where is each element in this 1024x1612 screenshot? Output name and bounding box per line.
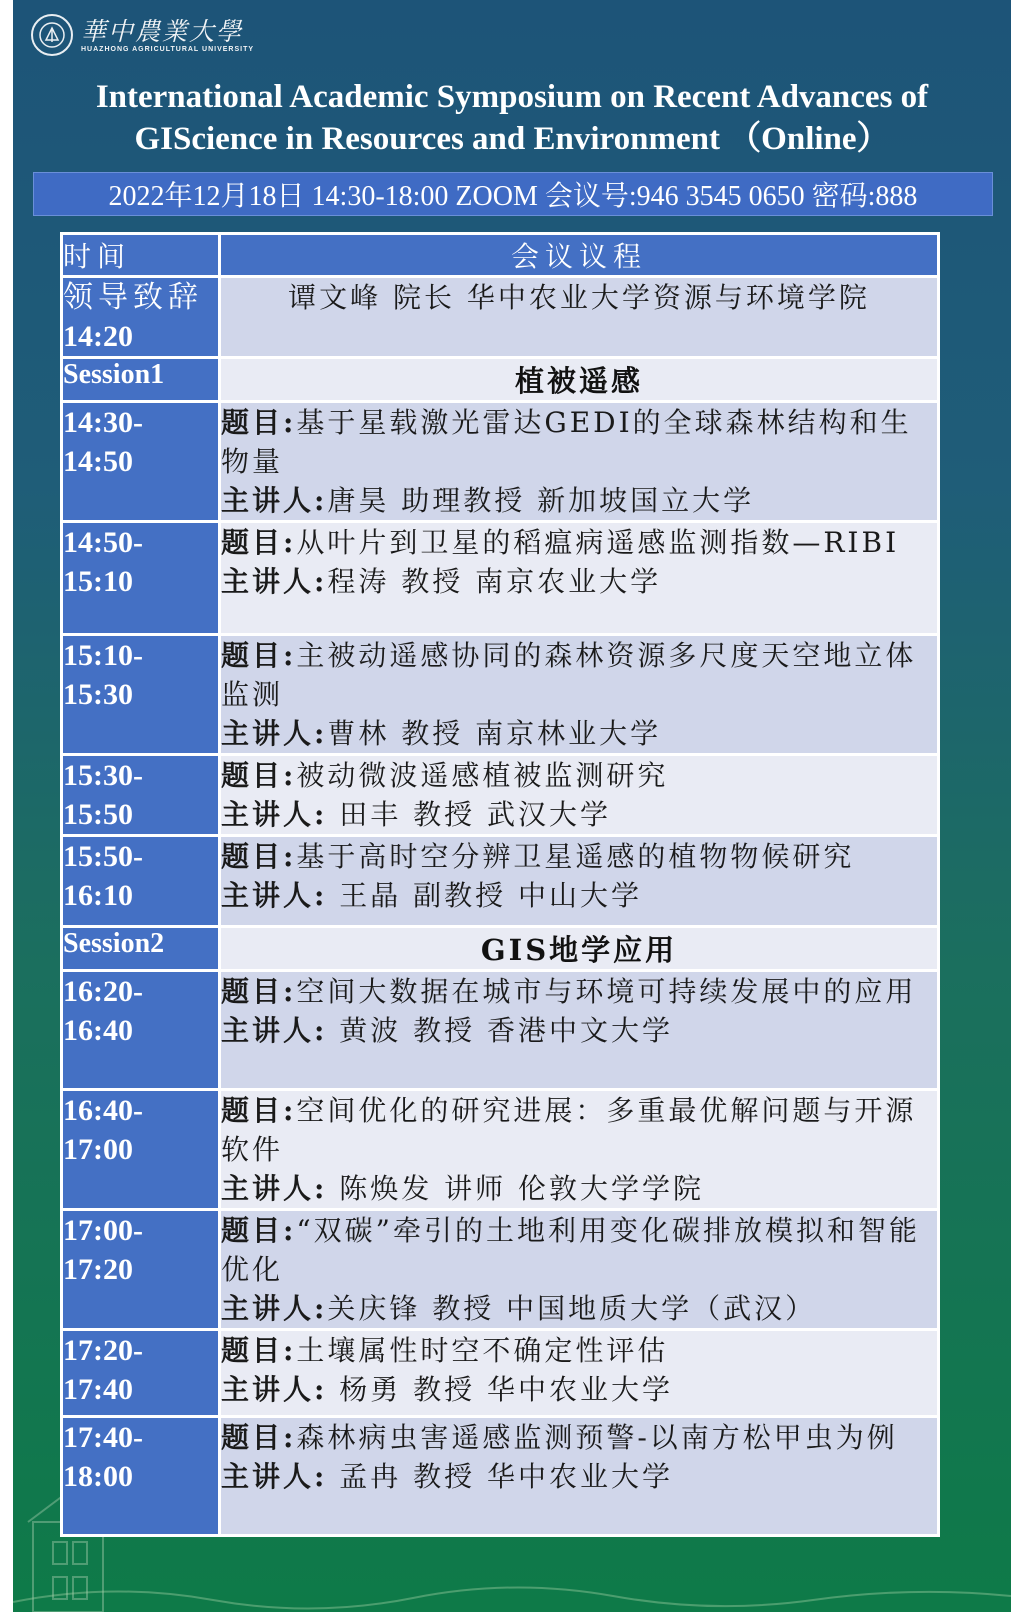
talk-speaker: 主讲人:程涛 教授 南京农业大学 [221, 565, 662, 598]
talk-speaker: 主讲人:唐昊 助理教授 新加坡国立大学 [221, 484, 755, 517]
talk-row [62, 1210, 939, 1330]
session-label: Session2 [62, 927, 220, 971]
meeting-info-bar: 2022年12月18日 14:30-18:00 ZOOM 会议号:946 3545 0650 密码:888 [33, 172, 993, 216]
column-header-agenda: 会议议程 [220, 234, 939, 277]
talk-row [62, 1090, 939, 1210]
talk-start-time: 16:40- [63, 1094, 143, 1127]
talk-topic: 题目:基于星载激光雷达GEDI的全球森林结构和生物量 [221, 406, 912, 478]
seal-icon [31, 14, 73, 56]
talk-row [62, 1330, 939, 1417]
talk-row [62, 836, 939, 927]
talk-speaker: 主讲人: 陈焕发 讲师 伦敦大学学院 [221, 1172, 705, 1205]
talk-topic: 题目:从叶片到卫星的稻瘟病遥感监测指数—RIBI [221, 526, 900, 559]
talk-topic: 题目:土壤属性时空不确定性评估 [221, 1334, 669, 1367]
talk-start-time: 14:30- [63, 406, 143, 439]
leader-speech-text: 谭文峰 院长 华中农业大学资源与环境学院 [220, 277, 939, 358]
talk-end-time: 15:50 [63, 798, 133, 831]
talk-speaker: 主讲人: 王晶 副教授 中山大学 [221, 879, 643, 912]
talk-end-time: 14:50 [63, 445, 133, 478]
talk-row [62, 522, 939, 635]
session-row [62, 927, 939, 971]
poster-title [13, 76, 1011, 160]
title-line-2: GIScience in Resources and Environment （Online） [134, 121, 890, 157]
talk-row [62, 402, 939, 522]
talk-row [62, 971, 939, 1090]
session-label: Session1 [62, 358, 220, 402]
session-title: 植被遥感 [220, 358, 939, 402]
talk-topic: 题目:森林病虫害遥感监测预警-以南方松甲虫为例 [221, 1421, 898, 1454]
logo-english-name: HUAZHONG AGRICULTURAL UNIVERSITY [81, 45, 255, 53]
talk-end-time: 17:40 [63, 1373, 133, 1406]
talk-end-time: 16:10 [63, 879, 133, 912]
talk-end-time: 15:30 [63, 678, 133, 711]
table-header-row [62, 234, 939, 277]
title-line-1: International Academic Symposium on Recent Advances of [95, 79, 929, 115]
talk-speaker: 主讲人:曹林 教授 南京林业大学 [221, 717, 662, 750]
leader-speech-label: 领导致辞 [63, 280, 203, 315]
session-title: GIS地学应用 [220, 927, 939, 971]
talk-row [62, 755, 939, 836]
talk-topic: 题目:基于高时空分辨卫星遥感的植物物候研究 [221, 840, 855, 873]
talk-end-time: 17:00 [63, 1133, 133, 1166]
leader-speech-time: 14:20 [63, 320, 133, 353]
talk-start-time: 17:00- [63, 1214, 143, 1247]
talk-row [62, 1417, 939, 1536]
talk-end-time: 18:00 [63, 1460, 133, 1493]
talk-start-time: 15:10- [63, 639, 143, 672]
talk-start-time: 15:50- [63, 840, 143, 873]
column-header-time: 时间 [62, 234, 220, 277]
logo-chinese-name: 華中農業大學 [81, 16, 244, 46]
poster-background [13, 0, 1011, 1612]
talk-start-time: 14:50- [63, 526, 143, 559]
talk-speaker: 主讲人: 黄波 教授 香港中文大学 [221, 1014, 674, 1047]
talk-speaker: 主讲人:关庆锋 教授 中国地质大学（武汉） [221, 1292, 817, 1325]
talk-start-time: 17:20- [63, 1334, 143, 1367]
talk-end-time: 16:40 [63, 1014, 133, 1047]
university-logo [31, 14, 254, 56]
bottom-pattern-decoration [13, 1572, 1011, 1612]
talk-start-time: 15:30- [63, 759, 143, 792]
talk-end-time: 17:20 [63, 1253, 133, 1286]
talk-start-time: 17:40- [63, 1421, 143, 1454]
session-row [62, 358, 939, 402]
talk-speaker: 主讲人: 杨勇 教授 华中农业大学 [221, 1373, 674, 1406]
talk-topic: 题目:被动微波遥感植被监测研究 [221, 759, 669, 792]
leader-speech-row [62, 277, 939, 358]
talk-topic: 题目:主被动遥感协同的森林资源多尺度天空地立体监测 [221, 639, 917, 711]
talk-speaker: 主讲人: 田丰 教授 武汉大学 [221, 798, 612, 831]
talk-topic: 题目:空间优化的研究进展：多重最优解问题与开源软件 [221, 1094, 917, 1166]
talk-row [62, 635, 939, 755]
talk-end-time: 15:10 [63, 565, 133, 598]
talk-topic: 题目:空间大数据在城市与环境可持续发展中的应用 [221, 975, 917, 1008]
talk-topic: 题目:“双碳”牵引的土地利用变化碳排放模拟和智能优化 [221, 1214, 920, 1286]
schedule-table [60, 232, 940, 1537]
talk-speaker: 主讲人: 孟冉 教授 华中农业大学 [221, 1460, 674, 1493]
talk-start-time: 16:20- [63, 975, 143, 1008]
